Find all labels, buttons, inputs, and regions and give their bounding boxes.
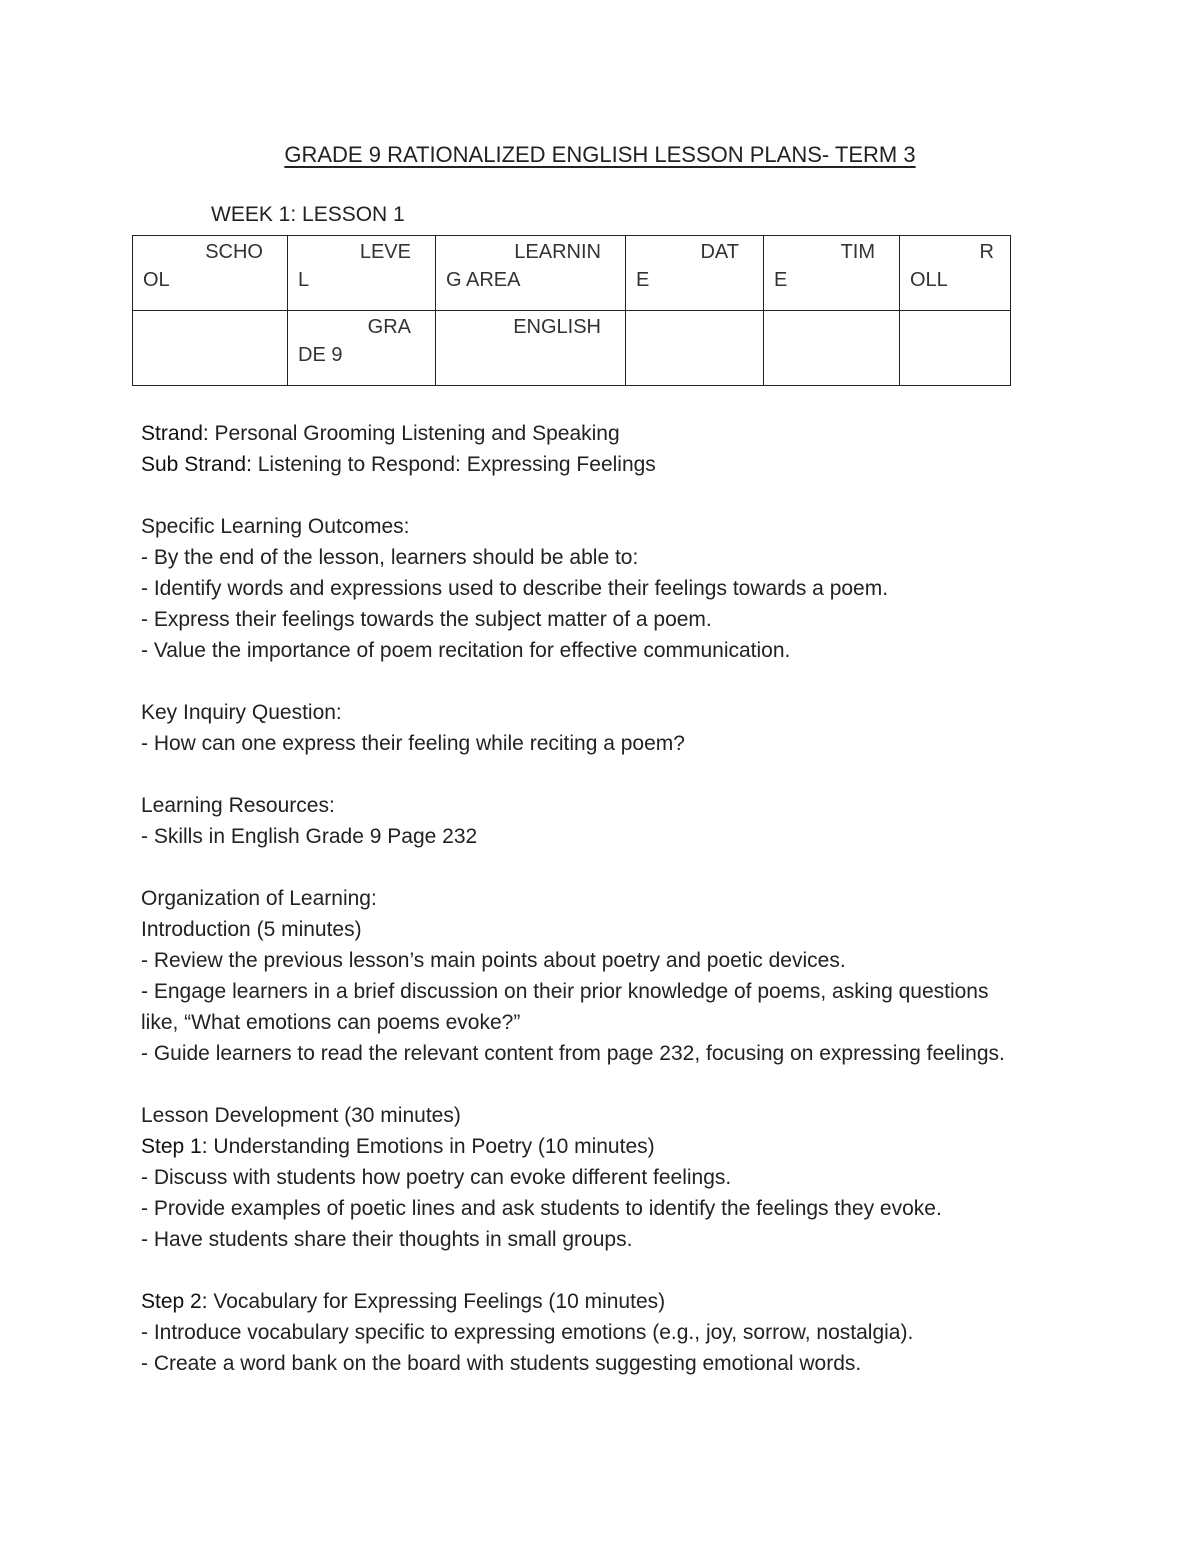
cell-text-top: LEARNIN	[514, 241, 601, 263]
list-item: - Review the previous lesson’s main points about poetry and poetic devices.	[141, 949, 846, 972]
table-cell	[288, 236, 436, 311]
strand-value: Personal Grooming Listening and Speaking	[208, 422, 620, 445]
list-item: - Skills in English Grade 9 Page 232	[141, 825, 478, 848]
lesson-content	[141, 418, 1061, 1379]
list-item: - Introduce vocabulary specific to expressing emotions (e.g., joy, sorrow, nostalgia).	[141, 1321, 914, 1344]
table-cell	[900, 311, 1011, 386]
strand-line	[141, 418, 1061, 449]
document-title	[0, 142, 1200, 168]
step-2-label: Step 2:	[141, 1290, 208, 1313]
sub-strand-line	[141, 449, 1061, 480]
cell-text-top: DAT	[700, 241, 739, 263]
resources-heading: Learning Resources:	[141, 794, 335, 817]
table-cell	[764, 236, 900, 311]
table-cell	[133, 236, 288, 311]
cell-text-top	[764, 311, 899, 313]
cell-text-top: ENGLISH	[513, 316, 601, 338]
sub-strand-label: Sub Strand:	[141, 453, 252, 476]
list-item: - Identify words and expressions used to describe their feelings towards a poem.	[141, 577, 889, 600]
table-header-row	[133, 236, 1011, 311]
cell-text-top: SCHO	[205, 241, 263, 263]
cell-text-top: R	[979, 241, 994, 263]
cell-text-top: GRA	[367, 316, 411, 338]
strand-label: Strand:	[141, 422, 209, 445]
table-cell	[626, 236, 764, 311]
table-cell	[626, 311, 764, 386]
list-item: - How can one express their feeling while reciting a poem?	[141, 732, 685, 755]
cell-text-bottom: OL	[143, 269, 170, 291]
cell-text-bottom: G AREA	[446, 269, 521, 291]
week-lesson-heading: WEEK 1: LESSON 1	[211, 203, 405, 226]
table-cell	[288, 311, 436, 386]
step-1-label: Step 1:	[141, 1135, 208, 1158]
cell-text-bottom: L	[298, 269, 310, 291]
cell-text-top	[133, 311, 287, 313]
table-cell	[133, 311, 288, 386]
cell-text-bottom: DE 9	[298, 344, 343, 366]
list-item: - Value the importance of poem recitation for effective communication.	[141, 639, 791, 662]
cell-text-top	[626, 311, 763, 313]
step-1-title: Understanding Emotions in Poetry (10 minutes)	[207, 1135, 655, 1158]
cell-text-bottom: E	[774, 269, 788, 291]
table-cell	[436, 311, 626, 386]
list-item: - Discuss with students how poetry can evoke different feelings.	[141, 1166, 732, 1189]
list-item: - Have students share their thoughts in small groups.	[141, 1228, 633, 1251]
list-item: - By the end of the lesson, learners should be able to:	[141, 546, 639, 569]
cell-text-top: LEVE	[359, 241, 411, 263]
cell-text-bottom: E	[636, 269, 650, 291]
list-item: - Create a word bank on the board with students suggesting emotional words.	[141, 1352, 862, 1375]
development-heading: Lesson Development (30 minutes)	[141, 1104, 461, 1127]
lesson-info-table	[132, 235, 1011, 386]
table-cell	[900, 236, 1011, 311]
list-item: - Provide examples of poetic lines and ask students to identify the feelings they evoke.	[141, 1197, 942, 1220]
organization-heading: Organization of Learning:	[141, 887, 377, 910]
list-item: - Engage learners in a brief discussion on their prior knowledge of poems, asking questions like, “What emotions can poems evoke?”	[141, 980, 989, 1034]
outcomes-heading: Specific Learning Outcomes:	[141, 515, 410, 538]
sub-strand-value: Listening to Respond: Expressing Feelings	[251, 453, 656, 476]
table-cell	[764, 311, 900, 386]
list-item: - Guide learners to read the relevant content from page 232, focusing on expressing feelings.	[141, 1042, 1005, 1065]
table-row	[133, 311, 1011, 386]
cell-text-top	[900, 311, 1010, 313]
cell-text-top: TIM	[840, 241, 875, 263]
step-1-line	[141, 1131, 1061, 1162]
inquiry-heading: Key Inquiry Question:	[141, 701, 342, 724]
step-2-line	[141, 1286, 1061, 1317]
step-2-title: Vocabulary for Expressing Feelings (10 minutes)	[207, 1290, 666, 1313]
table-cell	[436, 236, 626, 311]
cell-text-bottom: OLL	[910, 269, 948, 291]
document-title-text: GRADE 9 RATIONALIZED ENGLISH LESSON PLANS- TERM 3	[284, 142, 916, 167]
introduction-heading: Introduction (5 minutes)	[141, 918, 362, 941]
list-item: - Express their feelings towards the subject matter of a poem.	[141, 608, 712, 631]
